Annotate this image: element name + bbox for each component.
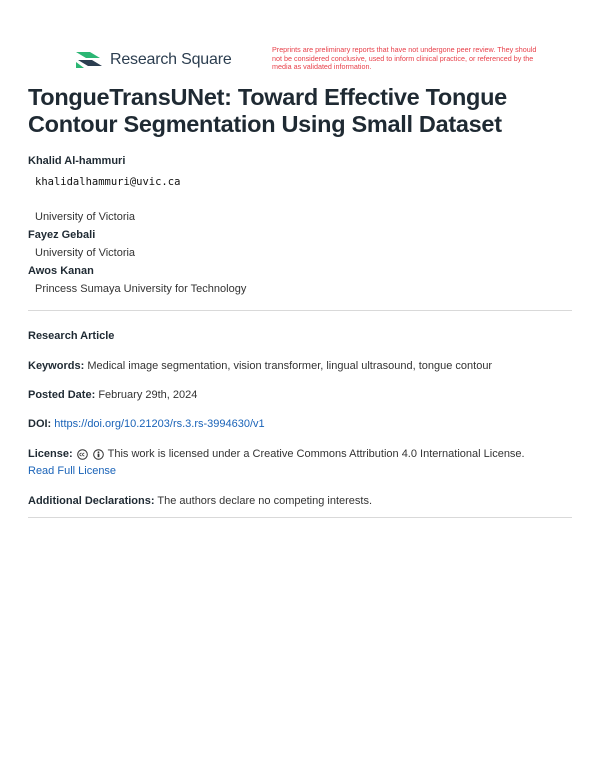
declarations-label: Additional Declarations:	[28, 495, 155, 507]
doi-label: DOI:	[28, 418, 52, 430]
preprint-notice: Preprints are preliminary reports that have not undergone peer review. They should not be considered conclusive, used to inform clinical practice, or referenced by the media as validated information.	[272, 45, 537, 72]
posted-date-row	[28, 387, 572, 404]
doi-link[interactable]: https://doi.org/10.21203/rs.3.rs-3994630/v1	[54, 418, 265, 430]
declarations-row	[28, 493, 572, 510]
posted-date-label: Posted Date:	[28, 389, 96, 401]
author-name: Khalid Al-hammuri	[28, 155, 126, 167]
article-type	[28, 328, 572, 345]
author-name: Awos Kanan	[28, 265, 94, 277]
author-affiliation: University of Victoria	[35, 247, 136, 259]
attribution-icon	[93, 449, 104, 460]
author-affiliation: University of Victoria	[35, 211, 136, 223]
keywords-row	[28, 358, 572, 375]
license-row	[28, 446, 572, 480]
research-square-logo[interactable]	[74, 48, 232, 72]
posted-date-value: February 29th, 2024	[98, 389, 198, 401]
doi-row	[28, 416, 572, 433]
divider	[28, 517, 572, 518]
author-affiliation: Princess Sumaya University for Technology	[35, 283, 247, 295]
declarations-value: The authors declare no competing interests.	[157, 495, 373, 507]
license-label: License:	[28, 448, 73, 460]
article-type-value: Research Article	[28, 330, 115, 342]
research-square-logo-icon	[74, 48, 104, 72]
brand-name: Research Square	[110, 51, 232, 68]
keywords-label: Keywords:	[28, 360, 85, 372]
divider	[28, 310, 572, 311]
license-text: This work is licensed under a Creative Commons Attribution 4.0 International License.	[107, 448, 525, 460]
read-full-license-link[interactable]: Read Full License	[28, 465, 117, 477]
creative-commons-icon	[77, 449, 88, 460]
author-email[interactable]: khalidalhammuri@uvic.ca	[35, 176, 181, 188]
paper-title: TongueTransUNet: Toward Effective Tongue Contour Segmentation Using Small Dataset	[28, 84, 507, 137]
author-name: Fayez Gebali	[28, 229, 96, 241]
keywords-value: Medical image segmentation, vision transformer, lingual ultrasound, tongue contour	[87, 360, 493, 372]
